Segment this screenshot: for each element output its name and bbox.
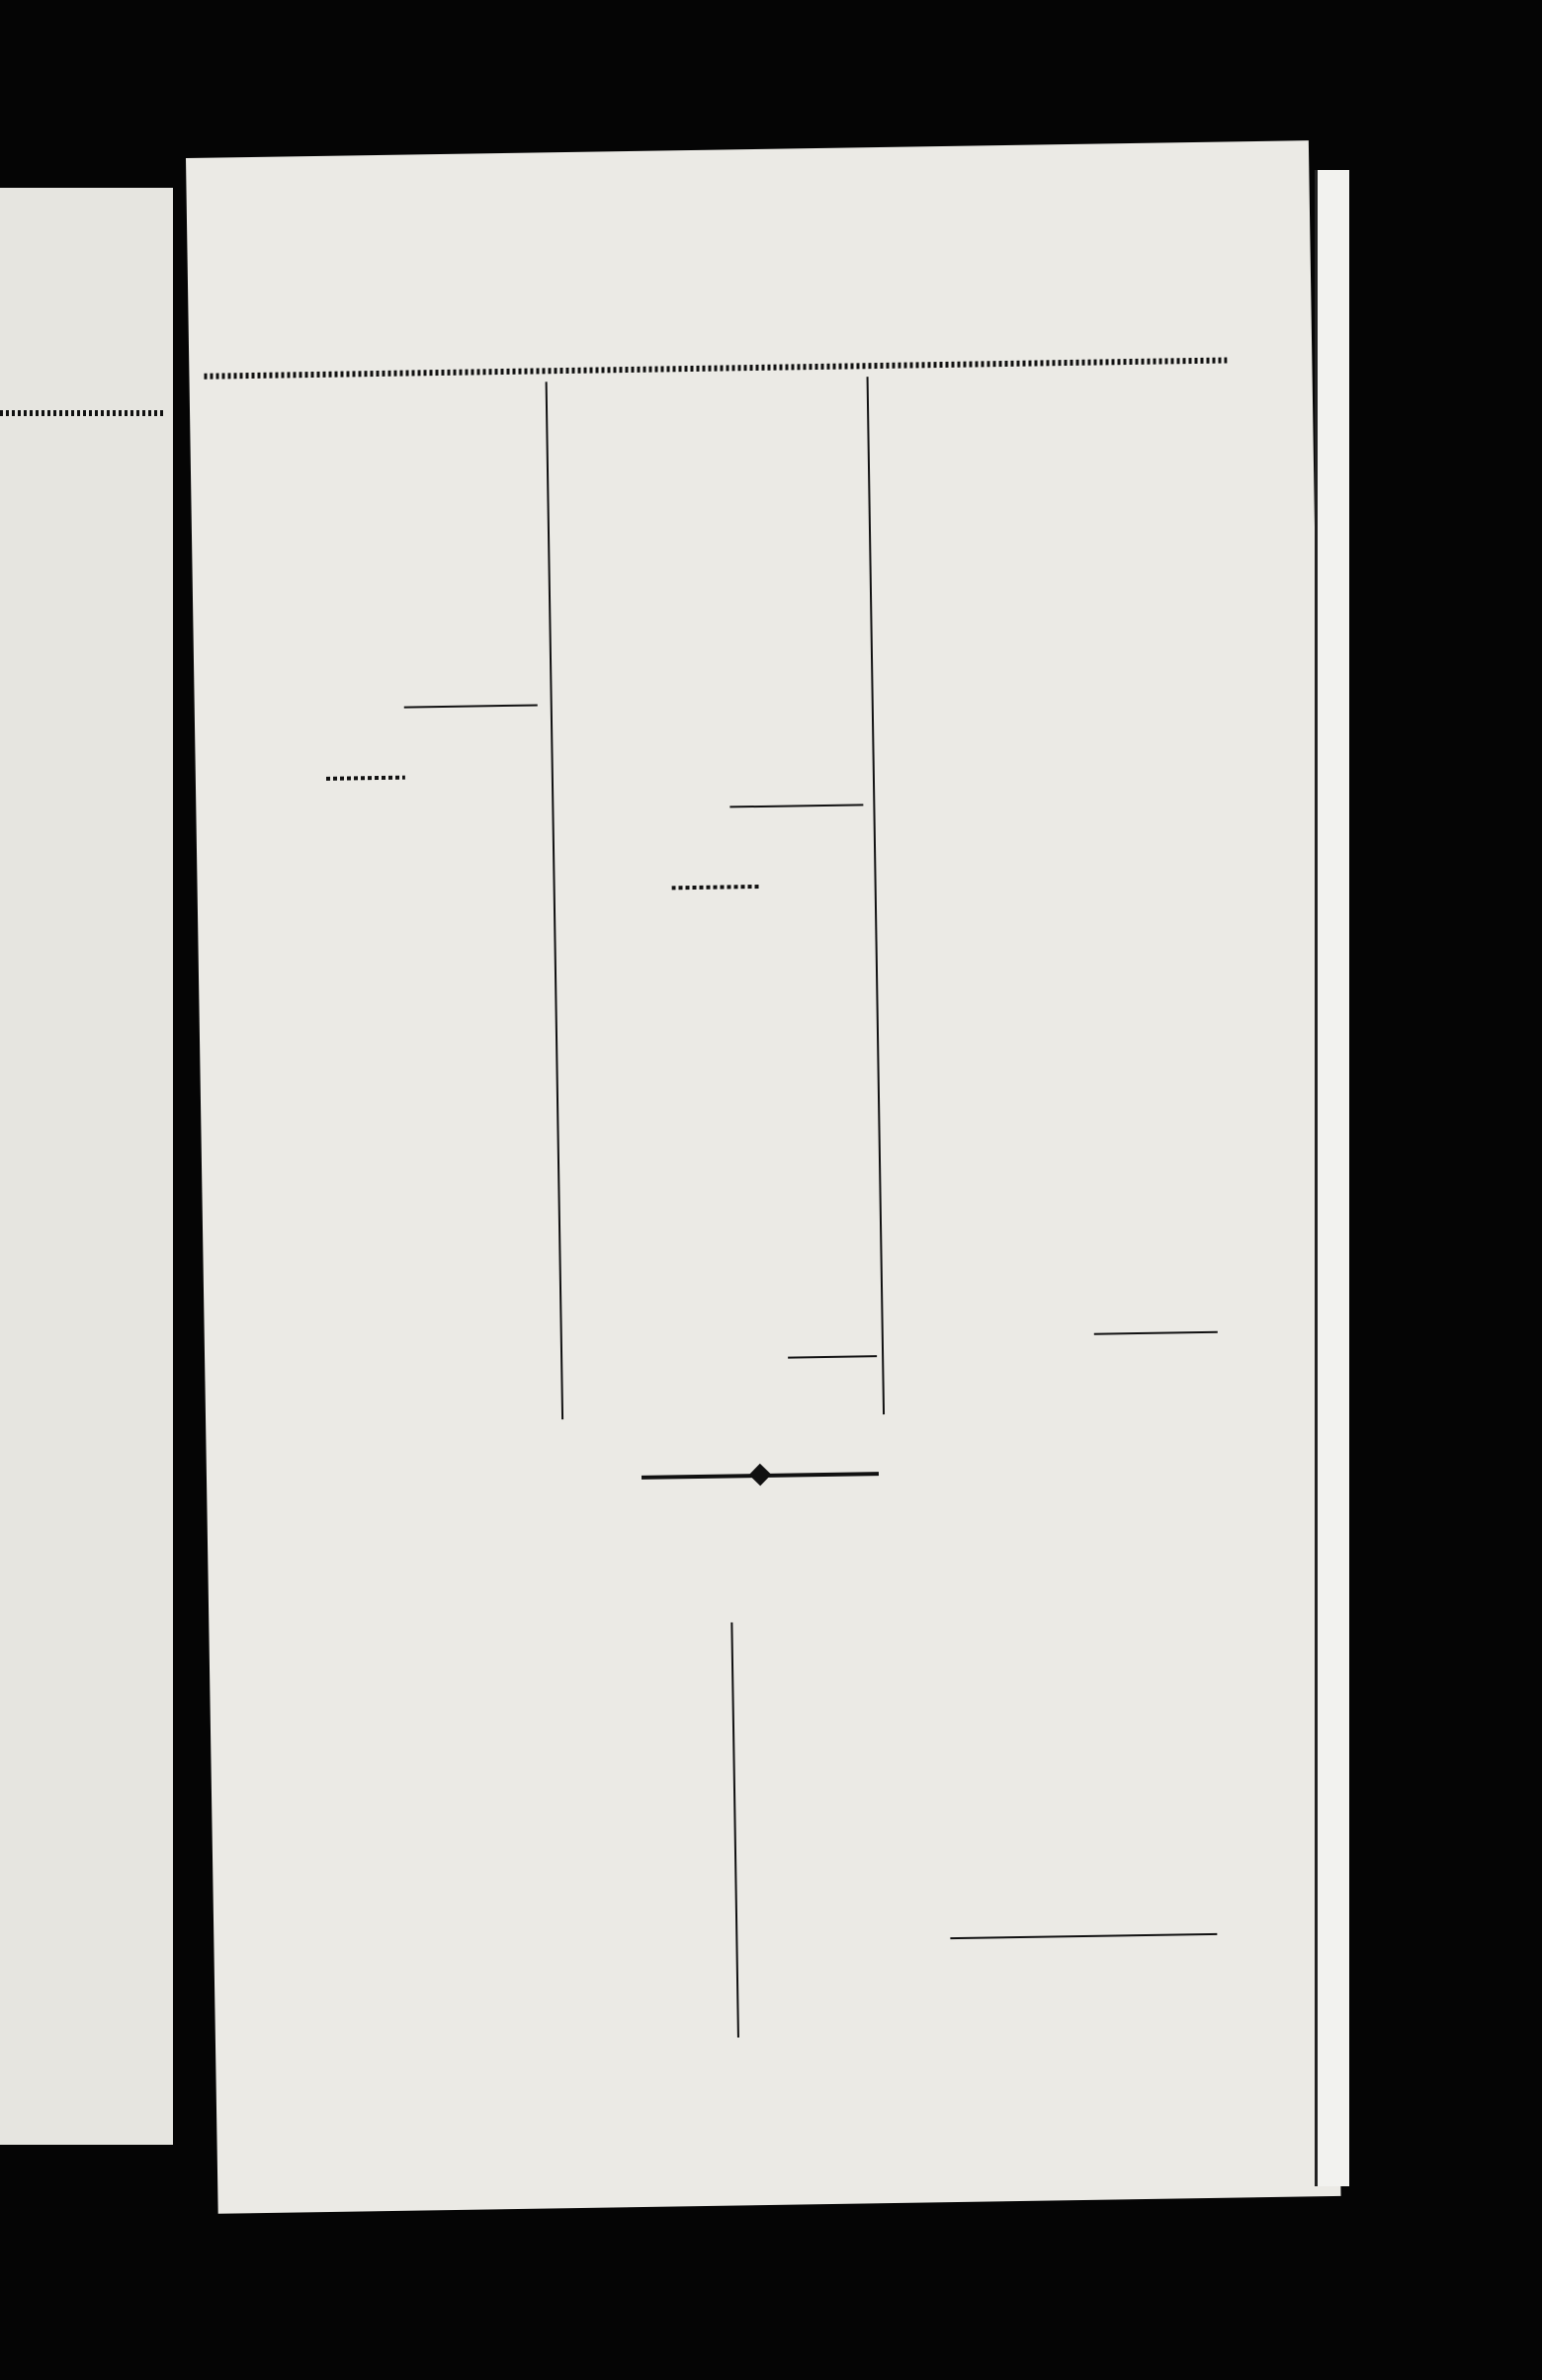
total-rule-3 — [788, 1355, 877, 1358]
left-page-row — [0, 1254, 173, 1280]
left-page-row — [0, 1385, 173, 1410]
scoon-heading — [887, 1028, 1218, 1033]
left-page-row — [0, 545, 173, 570]
brine-total — [202, 385, 538, 390]
misc-total — [556, 379, 862, 383]
total-rule-2 — [729, 804, 863, 808]
peasley-rows — [876, 368, 1207, 373]
left-facing-page — [0, 188, 173, 2145]
left-page-row — [0, 2064, 173, 2089]
left-page-row — [0, 727, 173, 753]
saugeeng-total — [556, 379, 862, 383]
section-ornament — [326, 776, 405, 781]
left-page-row — [0, 440, 173, 466]
left-page-row — [0, 1030, 173, 1056]
left-page-row — [0, 1437, 173, 1463]
left-page-row — [0, 1959, 173, 1985]
cooper-heading — [877, 427, 1208, 432]
left-page-row — [0, 2090, 173, 2116]
left-page-row — [0, 1779, 173, 1805]
total-rule-4 — [1094, 1331, 1218, 1335]
left-page-row — [0, 1082, 173, 1108]
left-page-row — [0, 1534, 173, 1560]
recap-right-column — [747, 1603, 1229, 2045]
left-page-row — [0, 780, 173, 806]
left-page-row — [0, 1135, 173, 1160]
column-brine-muncy — [202, 385, 555, 1438]
left-page-row — [0, 492, 173, 518]
ornament-diamond — [749, 1464, 772, 1487]
recapitulation-title — [208, 1522, 1330, 1540]
brine-rows — [202, 385, 538, 390]
scoon-rows — [876, 368, 1207, 373]
left-page-row — [0, 1228, 173, 1253]
left-page-row — [0, 1307, 173, 1332]
left-page-row — [0, 2038, 173, 2064]
peasley-heading — [884, 840, 1215, 845]
misc-rows — [556, 379, 862, 383]
left-page-row — [0, 675, 173, 701]
left-page-row — [0, 570, 173, 596]
column-adelaide — [876, 368, 1224, 1420]
main-page — [186, 140, 1341, 2214]
left-page-row — [0, 1057, 173, 1082]
recap-divider — [730, 1622, 739, 2037]
left-page-row — [0, 1586, 173, 1612]
left-page-row — [0, 1986, 173, 2011]
left-page-row — [0, 754, 173, 780]
left-page-row — [0, 702, 173, 727]
left-page-row — [0, 623, 173, 648]
recap-left-column — [248, 1623, 729, 2065]
left-page-row — [0, 1109, 173, 1135]
left-page-row — [0, 361, 173, 386]
muns-heading — [890, 1235, 1221, 1240]
section-ornament-2 — [672, 885, 761, 890]
muns-rows — [876, 368, 1207, 373]
left-page-row — [0, 466, 173, 491]
left-page-row — [0, 2011, 173, 2037]
left-page-row — [0, 649, 173, 675]
left-page-row — [0, 1561, 173, 1586]
left-page-row — [0, 1359, 173, 1385]
left-page-row — [0, 1727, 173, 1752]
left-page-row — [0, 597, 173, 623]
left-page-row — [0, 1280, 173, 1306]
ledger-row — [205, 615, 541, 645]
muncy-rows — [202, 385, 538, 390]
total-rule — [404, 704, 538, 708]
adelaide-total — [876, 368, 1207, 373]
left-page-row — [0, 335, 173, 361]
cooper-rows — [876, 368, 1207, 373]
left-page-row — [0, 413, 173, 439]
left-page-row — [0, 387, 173, 413]
brine-heading-line1 — [202, 385, 538, 390]
left-page-row — [0, 1332, 173, 1358]
brine-heading-line2 — [202, 405, 538, 410]
left-page-row — [0, 1411, 173, 1437]
left-page-row — [0, 1752, 173, 1778]
left-page-row — [0, 1805, 173, 1830]
left-page-row — [0, 1613, 173, 1639]
left-page-row — [0, 308, 173, 334]
page-edge — [1315, 170, 1349, 2186]
saugeeng-rows — [556, 379, 862, 383]
column-misc-saugeeng — [556, 379, 879, 1431]
left-page-row — [0, 1700, 173, 1726]
left-page-row — [0, 518, 173, 544]
